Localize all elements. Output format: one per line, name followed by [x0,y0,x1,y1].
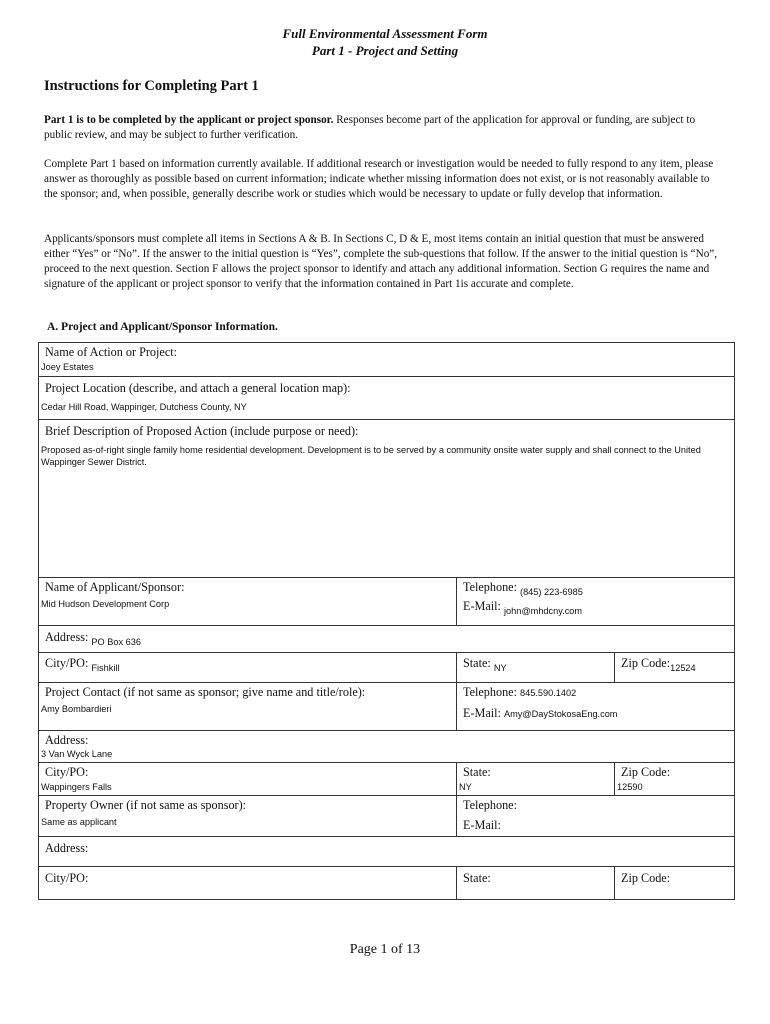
applicant-address-cell[interactable] [39,626,735,653]
applicant-city-cell[interactable] [39,653,457,683]
applicant-address-label: Address: [45,630,89,644]
owner-contact-cell[interactable] [457,796,735,837]
project-location-cell[interactable] [39,377,735,420]
contact-telephone-field [457,683,734,700]
instructions-paragraph-1 [44,113,724,143]
applicant-telephone-value: (845) 223-6985 [520,587,583,597]
contact-state-cell[interactable] [457,763,615,796]
project-description-label: Brief Description of Proposed Action (include purpose or need): [45,424,359,438]
contact-zip-label: Zip Code: [621,765,671,779]
applicant-telephone-label: Telephone: [463,580,517,594]
applicant-email-field [457,595,734,614]
contact-telephone-label: Telephone: [463,685,517,699]
contact-zip-value: 12590 [617,782,643,792]
applicant-state-cell[interactable] [457,653,615,683]
project-name-value: Joey Estates [41,362,94,372]
project-name-cell[interactable] [39,343,735,377]
applicant-address-value: PO Box 636 [91,637,141,647]
contact-telephone-value: 845.590.1402 [520,688,577,698]
applicant-state-label: State: [463,656,491,670]
project-location-value: Cedar Hill Road, Wappinger, Dutchess County, NY [41,402,247,412]
applicant-address-field [39,626,734,645]
owner-name-cell[interactable] [39,796,457,837]
section-a-heading: A. Project and Applicant/Sponsor Information. [47,321,278,333]
instructions-p1-rest: Responses become part of the application for approval or funding, are subject to public review, and may be subject to further verification. [44,114,696,141]
contact-state-label: State: [463,765,491,779]
applicant-zip-value: 12524 [670,663,696,673]
owner-zip-label: Zip Code: [621,871,671,885]
project-description-value: Proposed as-of-right single family home residential development. Development is to be served by a community onsite water supply and shall connect to the United Wappinger Sewer District. [41,445,701,467]
contact-email-value: Amy@DayStokosaEng.com [503,709,618,719]
owner-telephone-label: Telephone: [463,798,517,812]
applicant-city-field [39,653,456,671]
applicant-state-value: NY [493,663,507,673]
contact-name-value: Amy Bombardieri [41,704,112,714]
contact-zip-cell[interactable] [615,763,735,796]
applicant-email-value: john@mhdcny.com [503,606,583,616]
contact-address-value: 3 Van Wyck Lane [41,749,113,759]
contact-state-value: NY [459,782,472,792]
owner-address-cell[interactable] [39,837,735,867]
applicant-telephone-field [457,578,734,595]
contact-city-cell[interactable] [39,763,457,796]
contact-address-cell[interactable] [39,731,735,763]
owner-city-cell[interactable] [39,867,457,900]
contact-email-label: E-Mail: [463,706,501,720]
owner-zip-cell[interactable] [615,867,735,900]
contact-contact-cell[interactable] [457,683,735,731]
applicant-name-value: Mid Hudson Development Corp [41,599,170,609]
page-number: Page 1 of 13 [349,942,421,957]
project-info-table [38,342,735,900]
instructions-heading: Instructions for Completing Part 1 [44,78,259,94]
owner-email-label: E-Mail: [463,818,501,832]
contact-city-label: City/PO: [45,765,89,779]
instructions-paragraph-2: Complete Part 1 based on information currently available. If additional research or investigation would be needed to fully respond to any item, please answer as thoroughly as possible based on current information; indicate whether missing information does not exist, or is not reasonably available to the sponsor; and, when possible, generally describe work or studies which would be necessary to update or fully develop that information. [44,158,714,200]
instructions-p1-bold: Part 1 is to be completed by the applicant or project sponsor. [44,114,334,126]
form-subtitle: Part 1 - Project and Setting [311,43,459,58]
project-description-cell[interactable] [39,420,735,578]
owner-state-cell[interactable] [457,867,615,900]
owner-state-label: State: [463,871,491,885]
owner-city-label: City/PO: [45,871,89,885]
owner-name-value: Same as applicant [41,817,117,827]
owner-name-label: Property Owner (if not same as sponsor): [45,798,247,812]
project-name-label: Name of Action or Project: [45,345,177,359]
project-location-label: Project Location (describe, and attach a general location map): [45,381,351,395]
owner-address-label: Address: [45,841,89,855]
applicant-zip-cell[interactable] [615,653,735,683]
applicant-email-label: E-Mail: [463,599,501,613]
contact-name-cell[interactable] [39,683,457,731]
applicant-zip-field [615,653,734,671]
applicant-city-label: City/PO: [45,656,89,670]
contact-name-label: Project Contact (if not same as sponsor; give name and title/role): [45,685,366,699]
applicant-state-field [457,653,614,671]
applicant-zip-label: Zip Code: [621,656,671,670]
contact-city-value: Wappingers Falls [41,782,112,792]
applicant-contact-cell[interactable] [457,578,735,626]
form-title: Full Environmental Assessment Form [282,26,488,41]
instructions-paragraph-3: Applicants/sponsors must complete all items in Sections A & B. In Sections C, D & E, most items contain an initial question that must be answered either “Yes” or “No”. If the answer to the initial question is “Yes”, complete the sub-questions that follow. If the answer to the initial question is “No”, proceed to the next question. Section F allows the project sponsor to identify and attach any additional information. Section G requires the name and signature of the applicant or project sponsor to verify that the information contained in Part 1is accurate and complete. [44,233,718,290]
contact-email-field [457,700,734,721]
applicant-name-cell[interactable] [39,578,457,626]
applicant-city-value: Fishkill [91,663,120,673]
contact-address-label: Address: [45,733,89,747]
applicant-name-label: Name of Applicant/Sponsor: [45,580,185,594]
